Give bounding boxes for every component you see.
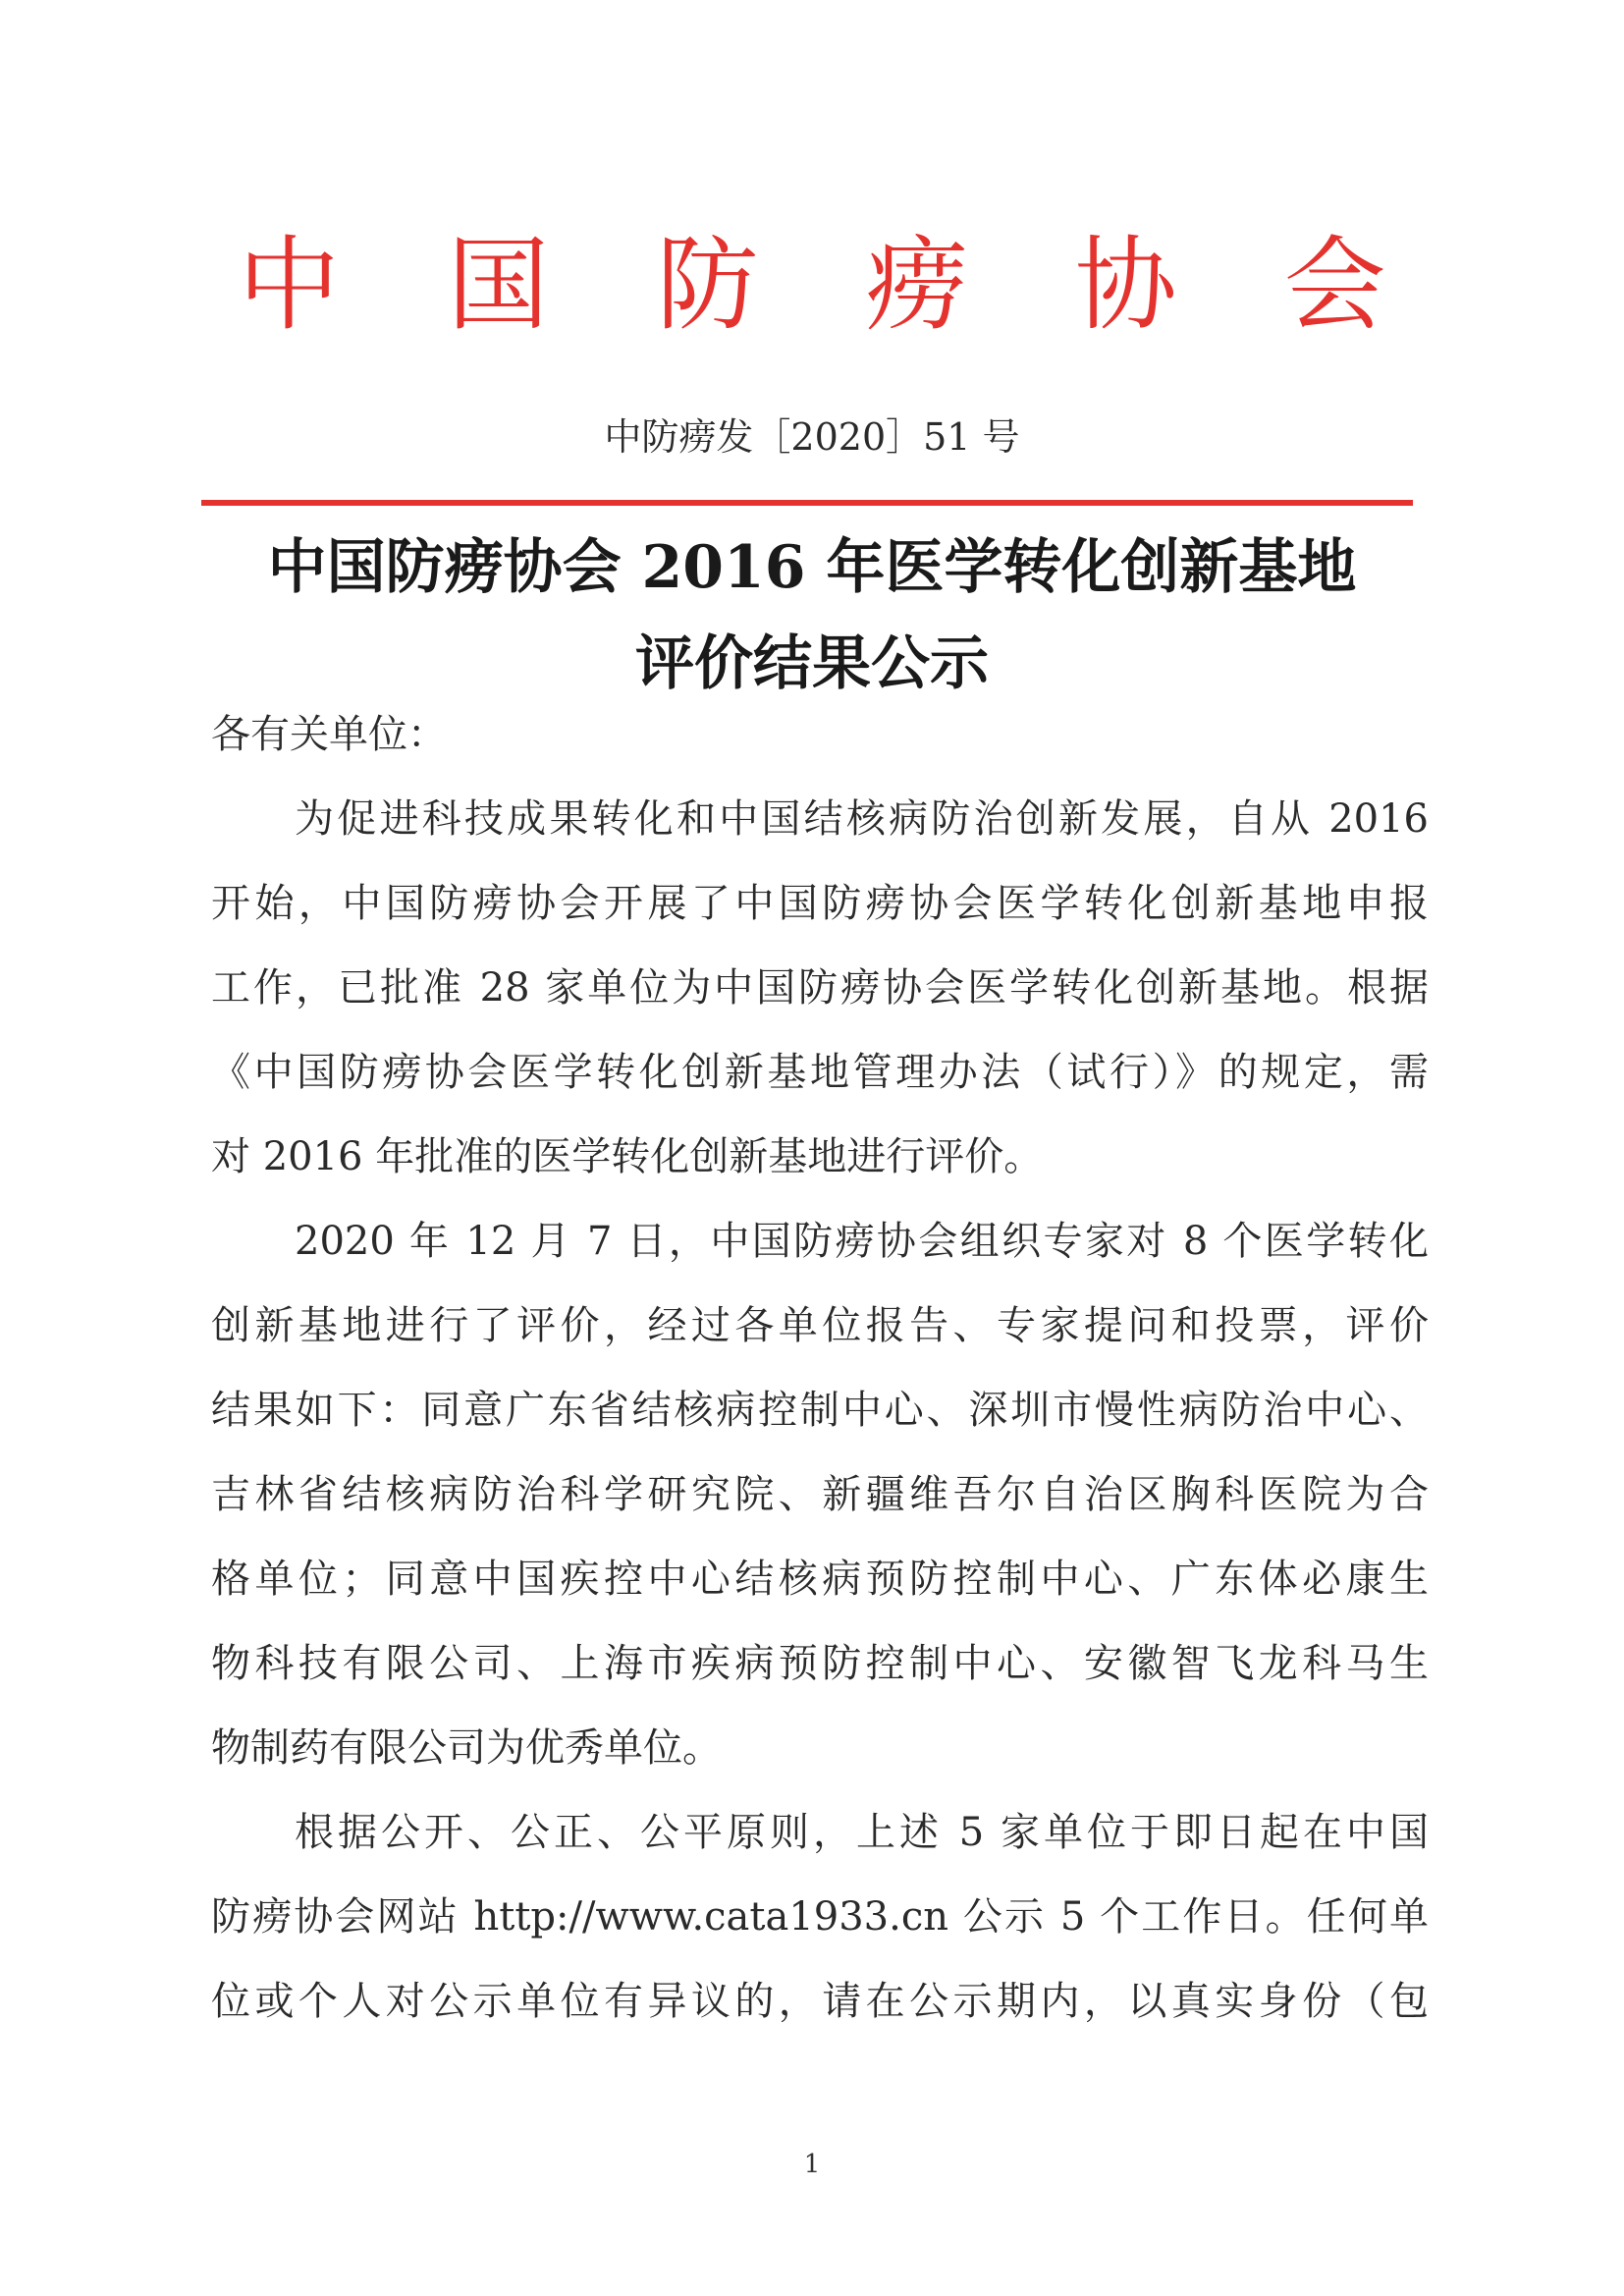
paragraph-2-line: 2020 年 12 月 7 日，中国防痨协会组织专家对 8 个医学转化 (295, 1219, 1429, 1264)
paragraph-2-line: 物科技有限公司、上海市疾病预防控制中心、安徽智飞龙科马生 (211, 1641, 1429, 1686)
paragraph-1-line: 开始，中国防痨协会开展了中国防痨协会医学转化创新基地申报 (211, 881, 1429, 926)
paragraph-2-line: 格单位；同意中国疾控中心结核病预防控制中心、广东体必康生 (211, 1557, 1429, 1602)
paragraph-1-line: 《中国防痨协会医学转化创新基地管理办法（试行）》的规定，需 (211, 1050, 1429, 1095)
paragraph-3-line: 根据公开、公正、公平原则，上述 5 家单位于即日起在中国 (295, 1810, 1429, 1855)
red-divider-rule (201, 500, 1413, 506)
paragraph-1-line: 对 2016 年批准的医学转化创新基地进行评价。 (211, 1134, 1044, 1179)
paragraph-3-line: 位或个人对公示单位有异议的，请在公示期内，以真实身份（包 (211, 1979, 1429, 2024)
paragraph-1-line: 工作，已批准 28 家单位为中国防痨协会医学转化创新基地。根据 (211, 965, 1429, 1011)
headline-line-1: 中国防痨协会 2016 年医学转化创新基地 (267, 533, 1357, 602)
document-number: 中防痨发［2020］51 号 (604, 415, 1020, 459)
paragraph-2-line: 结果如下：同意广东省结核病控制中心、深圳市慢性病防治中心、 (211, 1388, 1429, 1433)
paragraph-2-line: 吉林省结核病防治科学研究院、新疆维吾尔自治区胸科医院为合 (211, 1472, 1429, 1517)
headline-line-2: 评价结果公示 (635, 629, 989, 698)
salutation: 各有关单位： (211, 712, 447, 757)
paragraph-2-line: 物制药有限公司为优秀单位。 (211, 1725, 722, 1771)
paragraph-2-line: 创新基地进行了评价，经过各单位报告、专家提问和投票，评价 (211, 1303, 1429, 1348)
paragraph-3-line: 防痨协会网站 http://www.cata1933.cn 公示 5 个工作日。任何单 (211, 1894, 1429, 1940)
paragraph-1-line: 为促进科技成果转化和中国结核病防治创新发展，自从 2016 (295, 796, 1429, 842)
organization-title: 中 国 防 痨 协 会 (238, 225, 1424, 345)
page-number: 1 (803, 2150, 821, 2179)
